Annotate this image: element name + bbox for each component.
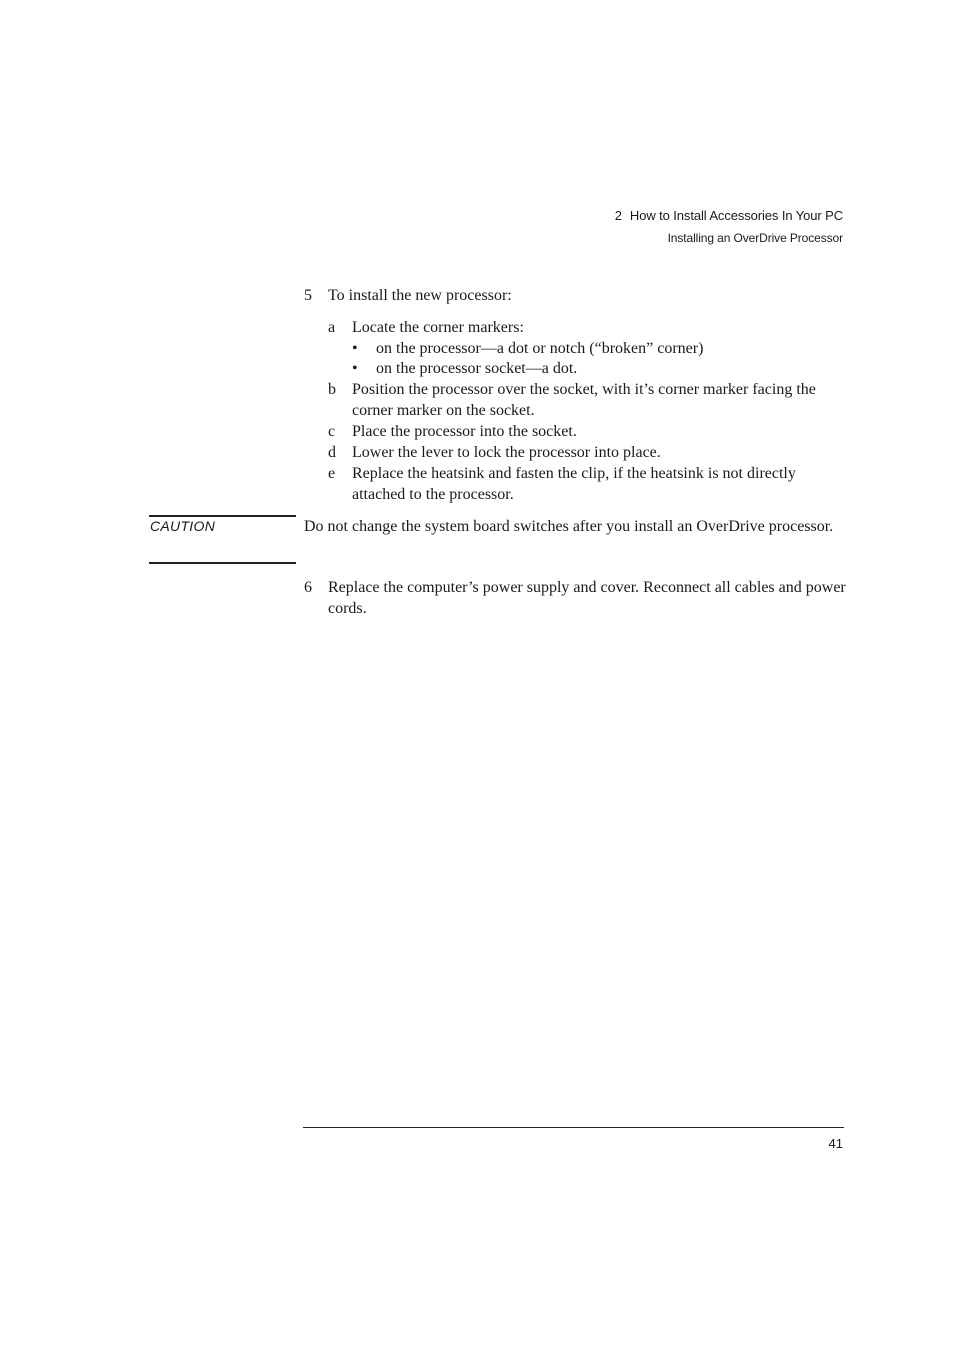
substep-text: Position the processor over the socket, with it’s corner marker facing the corner marker on the socket. [352, 381, 816, 419]
substep-text: Lower the lever to lock the processor into place. [352, 444, 661, 461]
substep-text: Locate the corner markers: [352, 319, 524, 336]
step-text: Replace the computer’s power supply and cover. Reconnect all cables and power cords. [328, 579, 846, 617]
page-number: 41 [828, 1136, 843, 1151]
substep-letter: c [328, 423, 336, 440]
substep-letter: e [328, 465, 336, 482]
substep-letter: d [328, 444, 336, 461]
substep-text: Place the processor into the socket. [352, 423, 577, 440]
footer-rule [303, 1127, 844, 1128]
chapter-number: 2 [614, 208, 622, 223]
substep-letter: a [328, 319, 336, 336]
substep-text: Replace the heatsink and fasten the clip, if the heatsink is not directly attached to the processor. [352, 465, 796, 503]
caution-bottom-rule [149, 562, 296, 564]
section-title: Installing an OverDrive Processor [667, 231, 843, 245]
bullet-text: on the processor—a dot or notch (“broken” corner) [376, 340, 704, 357]
step-number: 6 [304, 579, 312, 596]
step-text: To install the new processor: [328, 287, 512, 304]
substep-letter: b [328, 381, 336, 398]
bullet-mark: • [352, 360, 358, 377]
bullet-text: on the processor socket—a dot. [376, 360, 578, 377]
running-header [615, 207, 843, 247]
caution-label: CAUTION [150, 518, 216, 534]
step-number: 5 [304, 287, 312, 304]
caution-top-rule [149, 515, 296, 517]
chapter-heading [615, 207, 843, 224]
bullet-mark: • [352, 340, 358, 357]
chapter-title: How to Install Accessories In Your PC [629, 208, 843, 223]
caution-text: Do not change the system board switches after you install an OverDrive processor. [304, 518, 834, 535]
